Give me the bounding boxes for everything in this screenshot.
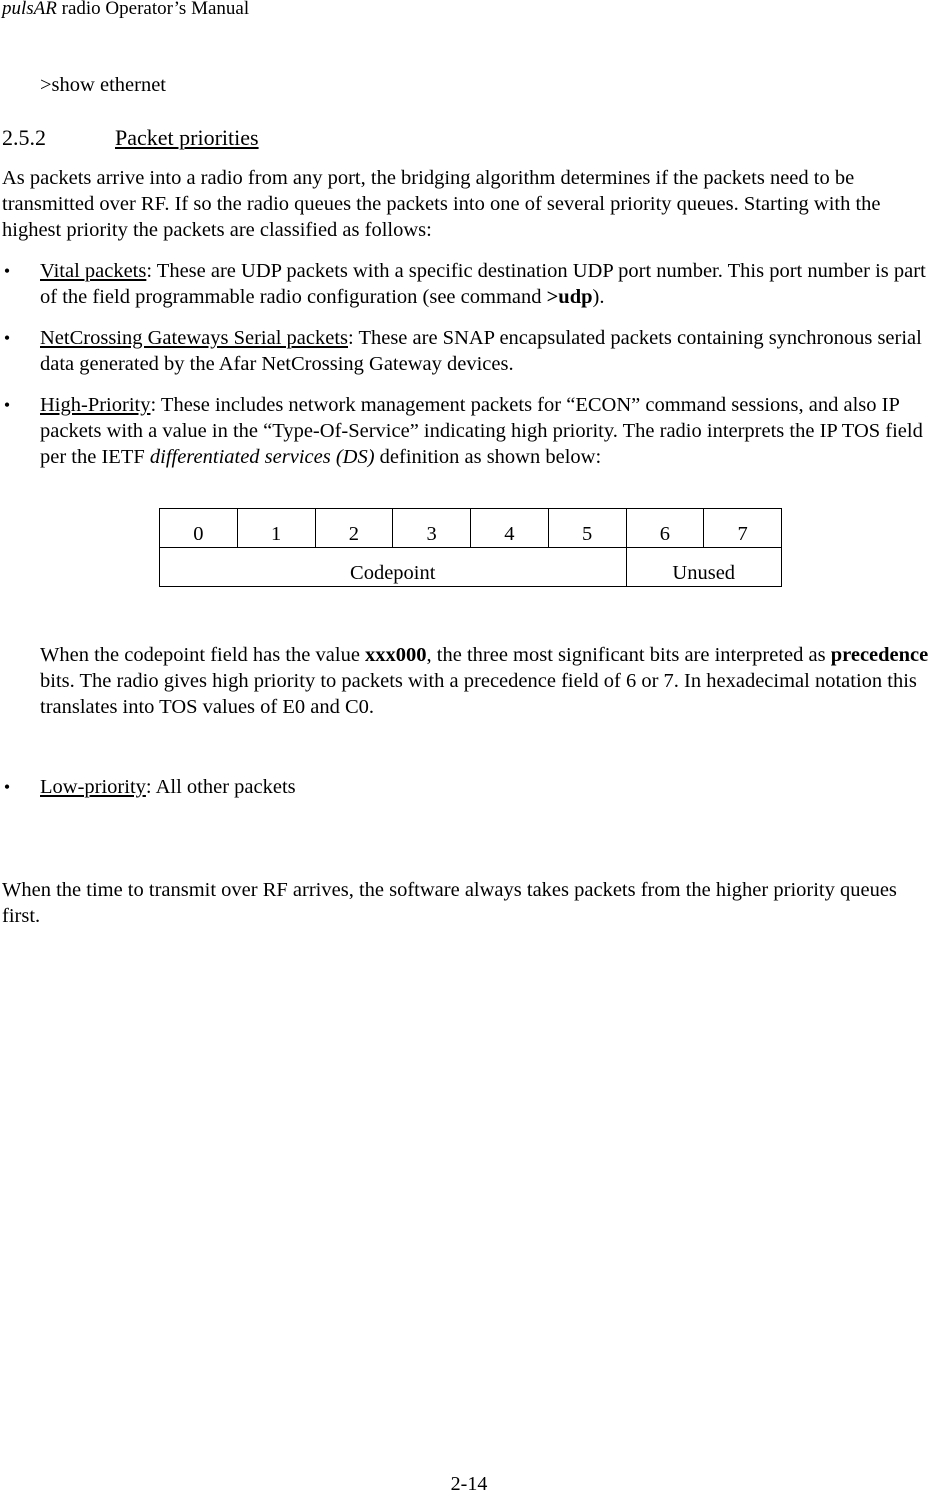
bullet-text <box>40 258 938 310</box>
closing-paragraph: When the time to transmit over RF arrives, the software always takes packets from the higher priority queues first. <box>2 879 897 927</box>
bullet-body-end: ). <box>592 286 605 308</box>
bit-cell: 4 <box>471 509 549 548</box>
section-title: Packet priorities <box>115 125 259 150</box>
codepoint-paragraph <box>40 642 935 720</box>
bullet-term: Vital packets <box>40 260 147 282</box>
unused-cell: Unused <box>626 548 782 587</box>
codepoint-text: When the codepoint field has the value <box>40 644 366 666</box>
bullet-body: : All other packets <box>145 776 296 798</box>
header-product-name: pulsAR <box>2 0 57 19</box>
bullet-icon: • <box>3 777 11 797</box>
intro-paragraph: As packets arrive into a radio from any port, the bridging algorithm determines if the packets need to be transmitted over RF. If so the radio queues the packets into one of several priority queues. Starting with the highest priority the packets are classified as follows: <box>2 167 881 241</box>
ds-field-table <box>159 508 782 587</box>
bullet-icon: • <box>3 261 11 281</box>
bullet-term: Low-priority <box>40 776 146 798</box>
page-number: 2-14 <box>450 1473 488 1495</box>
bullet-term: NetCrossing Gateways Serial packets <box>40 327 348 349</box>
bullet-body: : These are UDP packets with a specific destination UDP port number. This port number is part of the field programmable radio configuration (see command <box>40 260 926 308</box>
page-header <box>2 0 249 21</box>
bit-cell: 1 <box>237 509 315 548</box>
bullet-body-end: definition as shown below: <box>374 446 602 468</box>
bit-cell: 2 <box>315 509 393 548</box>
ds-term: differentiated services (DS) <box>149 446 375 468</box>
bullet-icon: • <box>3 395 11 415</box>
header-title: radio Operator’s Manual <box>56 0 250 19</box>
section-heading <box>2 124 259 152</box>
udp-command: >udp <box>546 286 593 308</box>
field-row <box>160 548 782 587</box>
bullet-icon: • <box>3 328 11 348</box>
bit-cell: 3 <box>393 509 471 548</box>
bit-cell: 6 <box>626 509 704 548</box>
bullet-text <box>40 774 938 800</box>
bullet-text <box>40 325 938 377</box>
codepoint-cell: Codepoint <box>160 548 627 587</box>
codepoint-text: , the three most significant bits are interpreted as <box>426 644 831 666</box>
bullet-body: : These includes network management packets for “ECON” command sessions, and also IP packets with a value in the “Type-Of-Service” indicating high priority. The radio interprets the IP TOS field per the IETF <box>40 394 923 468</box>
bullet-body: : These are SNAP encapsulated packets containing synchronous serial data generated by the Afar NetCrossing Gateway devices. <box>40 327 922 375</box>
bullet-text <box>40 392 938 470</box>
bit-cell: 7 <box>704 509 782 548</box>
precedence-term: precedence <box>830 644 929 666</box>
bullet-term: High-Priority <box>40 394 151 416</box>
codepoint-text: bits. The radio gives high priority to packets with a precedence field of 6 or 7. In hexadecimal notation this translates into TOS values of E0 and C0. <box>40 670 917 718</box>
section-number: 2.5.2 <box>2 125 46 150</box>
command-line: >show ethernet <box>40 74 166 96</box>
bit-cell: 0 <box>160 509 238 548</box>
codepoint-value: xxx000 <box>365 644 427 666</box>
bit-cell: 5 <box>548 509 626 548</box>
bit-row <box>160 509 782 548</box>
